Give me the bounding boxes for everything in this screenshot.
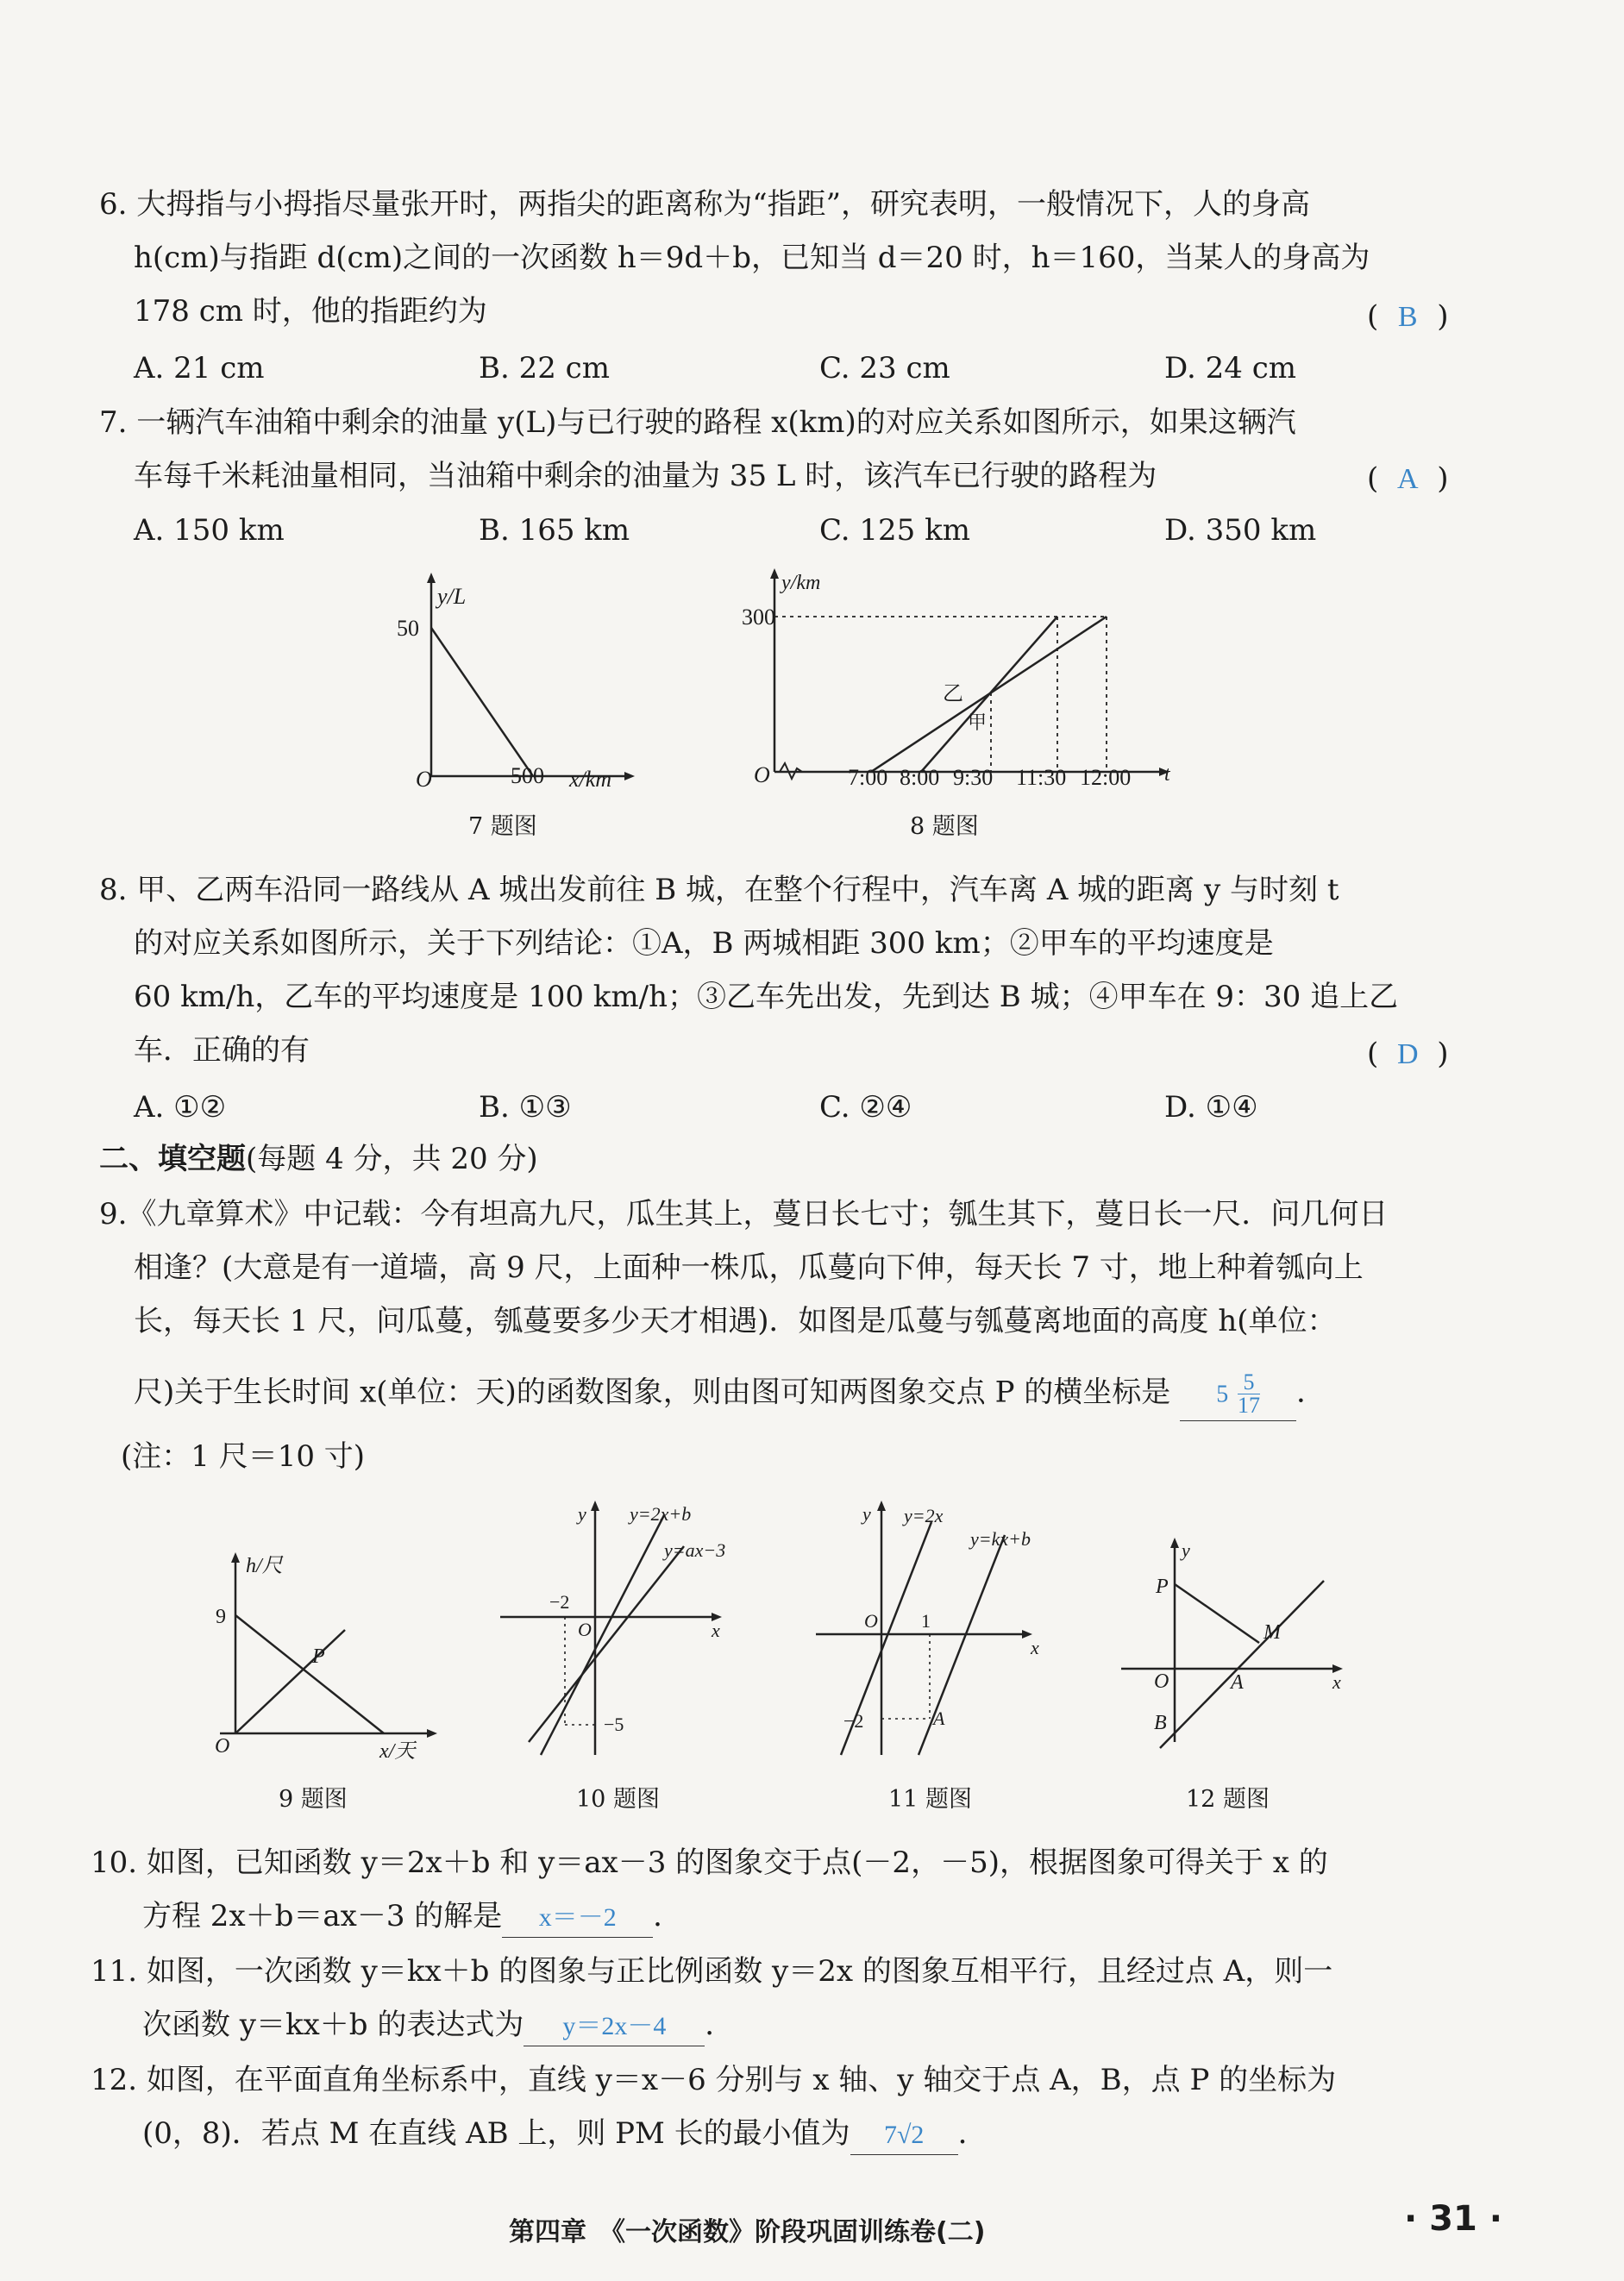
- q9-answer-denominator: 17: [1238, 1393, 1260, 1418]
- q9-period: ．: [1296, 1375, 1326, 1410]
- fig8-xlabel: t: [1164, 763, 1170, 786]
- q12-answer: 7√2: [850, 2116, 958, 2155]
- fig11-label-1: y=2x: [904, 1505, 944, 1526]
- q11-line2-text: 次函数 y＝kx＋b 的表达式为: [142, 2008, 524, 2042]
- fig9-ytick: 9: [216, 1606, 226, 1628]
- q7-line2: 车每千米耗油量相同，当油箱中剩余的油量为 35 L 时，该汽车已行驶的路程为: [134, 459, 1157, 493]
- fig7-ytick: 50: [397, 616, 419, 641]
- q8-line1: 8. 甲、乙两车沿同一路线从 A 城出发前往 B 城，在整个行程中，汽车离 A 城的距离 y 与时刻 t: [99, 873, 1339, 907]
- fig8-xtick-800: 8:00: [900, 765, 940, 790]
- fig11-ytick: −2: [843, 1710, 864, 1732]
- fig8-label-yi: 乙: [943, 683, 963, 705]
- fig9-origin: O: [215, 1735, 230, 1758]
- fig12-x: x: [1332, 1671, 1341, 1693]
- q9-line4: [134, 1371, 1326, 1421]
- q12-line2: [142, 2115, 988, 2155]
- q8-line2: 的对应关系如图所示，关于下列结论：①A，B 两城相距 300 km；②甲车的平均速度是: [134, 926, 1274, 961]
- fig7-origin: O: [416, 767, 432, 792]
- fig11-origin: O: [864, 1610, 878, 1632]
- q12-line1: 12. 如图，在平面直角坐标系中，直线 y＝x－6 分别与 x 轴、y 轴交于点 A，B，点 P 的坐标为: [91, 2063, 1337, 2097]
- fig12-caption: 12 题图: [1186, 1786, 1270, 1813]
- fig9-caption: 9 题图: [279, 1786, 348, 1813]
- fig10-y-arrow: [591, 1501, 599, 1511]
- q10-line1: 10. 如图，已知函数 y＝2x＋b 和 y＝ax－3 的图象交于点(－2，－5)，根据图象可得关于 x 的: [91, 1845, 1328, 1880]
- q7-line1: 7. 一辆汽车油箱中剩余的油量 y(L)与已行驶的路程 x(km)的对应关系如图所示，如果这辆汽: [99, 405, 1296, 440]
- q10-line2: [142, 1897, 682, 1938]
- q9-answer-fraction: [1238, 1371, 1260, 1417]
- figure-9: [203, 1548, 453, 1764]
- fig7-y-arrow: [427, 573, 436, 583]
- q9-answer-blank: [1180, 1371, 1296, 1421]
- figure-8: [742, 565, 1190, 802]
- fig9-line-down: [235, 1615, 384, 1733]
- section2-title: 二、填空题: [99, 1142, 246, 1176]
- fig7-line: [431, 628, 533, 776]
- q7-option-d: D. 350 km: [1164, 513, 1317, 548]
- q11-line1: 11. 如图，一次函数 y＝kx＋b 的图象与正比例函数 y＝2x 的图象互相平行，且经过点 A，则一: [91, 1954, 1333, 1989]
- fig10-label-1: y=2x+b: [630, 1503, 692, 1525]
- q12-line2-text: (0，8)．若点 M 在直线 AB 上，则 PM 长的最小值为: [142, 2116, 850, 2151]
- q8-line4: 车．正确的有: [134, 1033, 310, 1068]
- q7-answer: A: [1396, 463, 1419, 495]
- fig9-line-up: [235, 1630, 345, 1733]
- q10-line2-text: 方程 2x＋b＝ax－3 的解是: [142, 1899, 503, 1933]
- q11-line2: [142, 2006, 734, 2046]
- fig7-caption: 7 题图: [468, 813, 537, 840]
- fig10-label-2: y=ax−3: [664, 1539, 726, 1561]
- q8-answer-paren: ( D ): [1367, 1035, 1449, 1074]
- q7-answer-paren: ( A ): [1367, 460, 1449, 498]
- q9-answer-numerator: 5: [1238, 1371, 1260, 1394]
- fig7-x-arrow: [624, 772, 635, 780]
- q8-option-a: A. ①②: [134, 1090, 227, 1125]
- fig12-segment-pm: [1175, 1584, 1259, 1643]
- fig10-x: x: [712, 1620, 720, 1641]
- q9-answer-whole: 5: [1216, 1381, 1229, 1408]
- fig12-origin: O: [1154, 1670, 1169, 1693]
- q9-line4-text: 尺)关于生长时间 x(单位：天)的函数图象，则由图可知两图象交点 P 的横坐标是: [134, 1375, 1171, 1410]
- fig10-xtick: −2: [549, 1591, 570, 1613]
- fig11-x: x: [1031, 1637, 1039, 1658]
- q12-period: ．: [957, 2116, 988, 2151]
- footer-chapter: 第四章 《一次函数》阶段巩固训练卷(二): [509, 2217, 986, 2247]
- fig8-ylabel: y/km: [781, 572, 821, 594]
- q8-option-b: B. ①③: [479, 1090, 572, 1125]
- fig10-line-ax-3: [529, 1546, 684, 1742]
- footer-page-number: · 31 ·: [1404, 2199, 1502, 2239]
- section2-heading: [99, 1140, 538, 1178]
- q11-period: ．: [705, 2008, 735, 2042]
- q7-option-b: B. 165 km: [479, 513, 630, 548]
- q6-option-b: B. 22 cm: [479, 351, 610, 385]
- fig10-ytick: −5: [604, 1714, 624, 1735]
- q9-line5: (注：1 尺＝10 寸): [121, 1439, 366, 1474]
- fig8-ytick: 300: [742, 605, 775, 630]
- fig8-origin: O: [754, 762, 770, 787]
- fig10-line-2x-b: [541, 1515, 664, 1755]
- fig12-y: y: [1182, 1539, 1190, 1561]
- fig12-line-ab: [1160, 1581, 1324, 1748]
- fig8-label-jia: 甲: [968, 711, 988, 733]
- fig12-P: P: [1156, 1576, 1169, 1598]
- q6-answer-paren: ( B ): [1367, 298, 1449, 336]
- q6-line1: 6. 大拇指与小拇指尽量张开时，两指尖的距离称为“指距”，研究表明，一般情况下，人的身高: [99, 187, 1311, 222]
- fig11-y-arrow: [877, 1501, 886, 1511]
- q6-answer: B: [1397, 301, 1418, 333]
- q10-answer: x＝－2: [502, 1899, 653, 1938]
- fig7-xlabel: x/km: [569, 767, 612, 792]
- q11-answer: y＝2x－4: [524, 2008, 705, 2046]
- fig9-ylabel: h/尺: [246, 1555, 283, 1577]
- q6-line3: 178 cm 时，他的指距约为: [134, 294, 487, 329]
- fig10-y: y: [578, 1503, 586, 1525]
- fig7-xtick: 500: [511, 763, 544, 788]
- q8-option-d: D. ①④: [1164, 1090, 1258, 1125]
- fig9-y-arrow: [231, 1552, 240, 1563]
- q9-line3: 长，每天长 1 尺，问瓜蔓，瓠蔓要多少天才相遇)．如图是瓜蔓与瓠蔓离地面的高度 h(单位：: [134, 1304, 1337, 1338]
- q6-option-c: C. 23 cm: [819, 351, 950, 385]
- fig12-y-arrow: [1170, 1538, 1179, 1548]
- fig8-xtick-930: 9:30: [953, 765, 994, 790]
- fig8-xtick-1200: 12:00: [1080, 765, 1132, 790]
- fig11-xtick: 1: [921, 1610, 931, 1632]
- fig12-M: M: [1263, 1621, 1281, 1644]
- q8-answer: D: [1396, 1038, 1419, 1070]
- figure-10: [496, 1496, 746, 1759]
- fig8-line-jia: [921, 617, 1057, 772]
- fig11-line-kx-b: [919, 1535, 1005, 1755]
- q10-period: ．: [653, 1899, 683, 1933]
- q8-option-c: C. ②④: [819, 1090, 912, 1125]
- section2-note: (每题 4 分，共 20 分): [246, 1142, 538, 1176]
- fig10-caption: 10 题图: [576, 1786, 660, 1813]
- fig8-xtick-1130: 11:30: [1016, 765, 1067, 790]
- figure-11: [811, 1496, 1061, 1759]
- fig10-origin: O: [578, 1619, 592, 1640]
- fig9-xlabel: x/天: [379, 1740, 416, 1763]
- q9-line2: 相逢？(大意是有一道墙，高 9 尺，上面种一株瓜，瓜蔓向下伸，每天长 7 寸，地上种着瓠向上: [134, 1250, 1364, 1285]
- fig9-point: P: [312, 1645, 325, 1668]
- q7-option-c: C. 125 km: [819, 513, 970, 548]
- fig11-y: y: [862, 1503, 871, 1525]
- fig12-A: A: [1231, 1671, 1244, 1694]
- fig8-xtick-700: 7:00: [848, 765, 888, 790]
- fig11-label-2: y=kx+b: [970, 1528, 1031, 1550]
- q7-option-a: A. 150 km: [134, 513, 285, 548]
- fig11-caption: 11 题图: [888, 1786, 972, 1813]
- q8-line3: 60 km/h，乙车的平均速度是 100 km/h；③乙车先出发，先到达 B 城；④甲车在 9：30 追上乙: [134, 980, 1399, 1014]
- q6-option-d: D. 24 cm: [1164, 351, 1297, 385]
- fig7-ylabel: y/L: [437, 584, 467, 609]
- fig12-B: B: [1154, 1712, 1167, 1734]
- figure-12: [1113, 1531, 1363, 1759]
- fig11-point: A: [933, 1708, 945, 1729]
- figure-7: [379, 569, 664, 802]
- fig9-x-arrow: [427, 1729, 437, 1738]
- fig8-y-arrow: [770, 568, 779, 579]
- q6-line2: h(cm)与指距 d(cm)之间的一次函数 h＝9d＋b，已知当 d＝20 时，h＝160，当某人的身高为: [134, 241, 1370, 275]
- fig8-caption: 8 题图: [910, 813, 979, 840]
- q6-option-a: A. 21 cm: [134, 351, 265, 385]
- q9-line1: 9.《九章算术》中记载：今有坦高九尺，瓜生其上，蔓日长七寸；瓠生其下，蔓日长一尺．问几何日: [99, 1197, 1389, 1231]
